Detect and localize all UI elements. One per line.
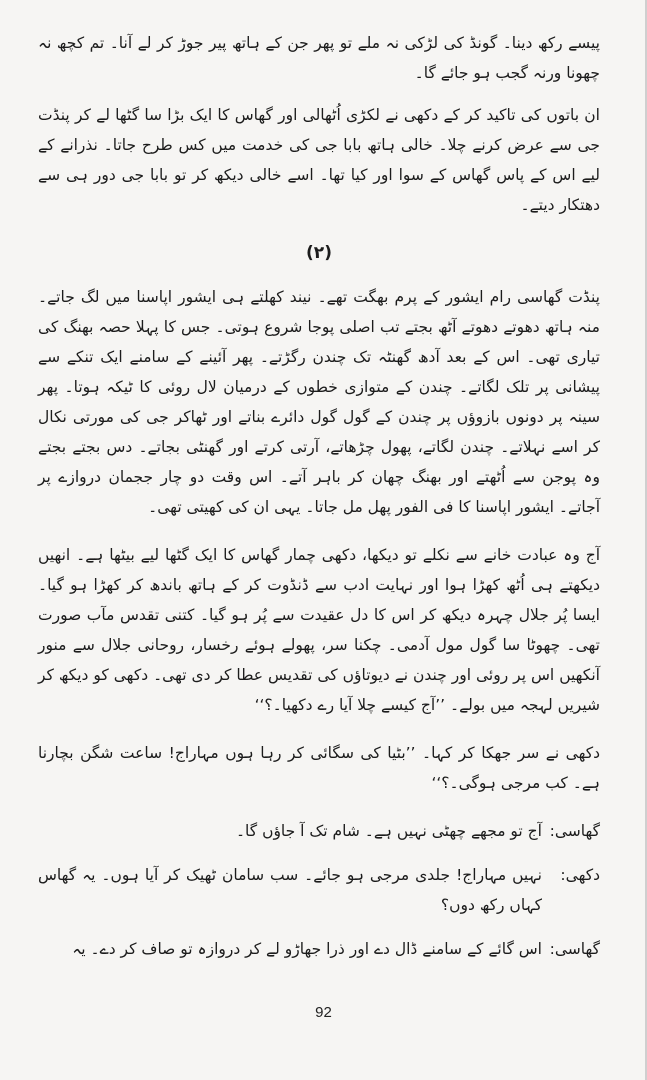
page-number: 92: [315, 1004, 332, 1021]
paragraph-3: پنڈت گھاسی رام ایشور کے پرم بھگت تھے۔ نیند کھلتے ہی ایشور اپاسنا میں لگ جاتے۔ منہ ہاتھ دھوتے دھوتے آٹھ بجتے تب اصلی پوجا شروع ہوتی۔ جس کا پہلا حصہ بھنگ کی تیاری تھی۔ اس کے بعد آدھ گھنٹہ تک چندن رگڑتے۔ پھر آئینے کے سامنے ایک تنکے سے پیشانی پر تلک لگاتے۔ چندن کے متوازی خطوں کے درمیان لال روئی کا ٹیکہ ہوتا۔ پھر سینہ پر دونوں بازوؤں پر چندن کے گول گول دائرے بناتے اور ٹھاکر جی کی مورتی نکال کر اسے نہلاتے۔ چندن لگاتے، پھول چڑھاتے، آرتی کرتے اور گھنٹی بجاتے۔ دس بجتے بجتے وہ پوجن سے اُٹھتے اور بھنگ چھان کر باہر آتے۔ اس وقت دو چار ججمان دروازے پر آجاتے۔ ایشور اپاسنا کا فی الفور پھل مل جاتا۔ یہی ان کی کھیتی تھی۔: [38, 288, 600, 516]
paragraph-4: آج وہ عبادت خانے سے نکلے تو دیکھا، دکھی چمار گھاس کا ایک گٹھا لیے بیٹھا ہے۔ انھیں دیکھتے ہی اُٹھ کھڑا ہوا اور نہایت ادب سے ڈنڈوت کر کے ہاتھ باندھ کر کھڑا ہو گیا۔ ایسا پُر جلال چہرہ دیکھ کر اس کا دل عقیدت سے پُر ہو گیا۔ کتنی تقدس مآب صورت تھی۔ چھوٹا سا گول مول آدمی۔ چکنا سر، پھولے ہوئے رخسار، روحانی جلال سے منور آنکھیں اس پر روئی اور چندن نے دیوتاؤں کی تقدیس عطا کر دی تھی۔ دکھی کو دیکھ کر شیریں لہجہ میں بولے۔ ’’آج کیسے چلا آیا رے دکھیا۔؟‘‘: [38, 546, 600, 714]
dialogue-text: آج تو مجھے چھٹی نہیں ہے۔ شام تک آ جاؤں گا۔: [235, 822, 542, 840]
dialogue-line-3: [38, 934, 600, 964]
dialogue-text: اس گائے کے سامنے ڈال دے اور ذرا جھاڑو لے کر دروازہ تو صاف کر دے۔ یہ: [72, 940, 542, 958]
paragraph-5: دکھی نے سر جھکا کر کہا۔ ’’بٹیا کی سگائی کر رہا ہوں مہاراج! ساعت شگن بچارنا ہے۔ کب مرجی ہوگی۔؟‘‘: [38, 744, 600, 792]
dialogue-speaker: دکھی:: [560, 866, 600, 884]
paragraph-2: ان باتوں کی تاکید کر کے دکھی نے لکڑی اُٹھالی اور گھاس کا ایک بڑا سا گٹھا لے کر پنڈت جی سے عرض کرنے چلا۔ خالی ہاتھ بابا جی کی خدمت میں کس طرح جاتا۔ نذرانے کے لیے اس کے پاس گھاس کے سوا اور کیا تھا۔ اسے خالی دیکھ کر تو بابا جی دور ہی سے دھتکار دیتے۔: [38, 106, 600, 214]
section-number: (۲): [306, 243, 332, 263]
dialogue-text: نہیں مہاراج! جلدی مرجی ہو جائے۔ سب سامان ٹھیک کر آیا ہوں۔ یہ گھاس کہاں رکھ دوں؟: [38, 866, 542, 914]
paragraph-1: پیسے رکھ دینا۔ گونڈ کی لڑکی نہ ملے تو پھر جن کے ہاتھ پیر جوڑ کر لے آنا۔ تم کچھ نہ چھونا ورنہ گجب ہو جائے گا۔: [38, 34, 600, 82]
dialogue-speaker: گھاسی:: [549, 940, 600, 958]
page-content: [38, 28, 600, 978]
dialogue-line-2: [38, 860, 600, 920]
dialogue-speaker: گھاسی:: [549, 822, 600, 840]
dialogue-line-1: [38, 816, 600, 846]
